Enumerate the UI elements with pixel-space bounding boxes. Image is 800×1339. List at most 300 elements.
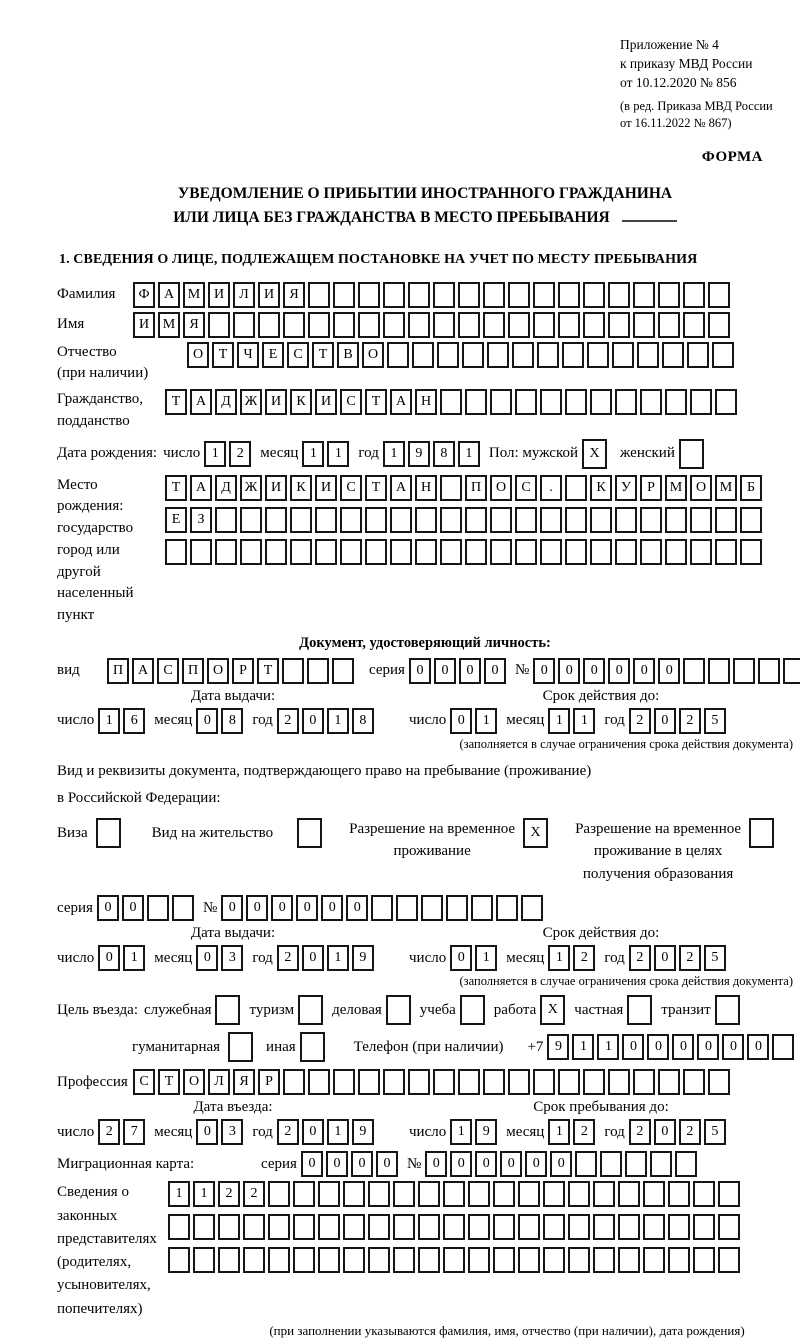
char-box[interactable] [508, 312, 530, 338]
char-box[interactable]: А [158, 282, 180, 308]
char-box[interactable] [512, 342, 534, 368]
char-box[interactable] [340, 539, 362, 565]
char-box[interactable] [368, 1214, 390, 1240]
char-box[interactable] [390, 539, 412, 565]
char-box[interactable] [258, 312, 280, 338]
char-box[interactable] [240, 507, 262, 533]
char-box[interactable] [675, 1151, 697, 1177]
char-box[interactable] [468, 1214, 490, 1240]
char-box[interactable] [446, 895, 468, 921]
entry-day-input[interactable] [98, 1119, 148, 1145]
char-box[interactable]: А [390, 389, 412, 415]
temp-residence-education-checkbox[interactable] [749, 818, 777, 848]
residence-series-input[interactable] [97, 895, 197, 921]
char-box[interactable] [233, 312, 255, 338]
entry-month-input[interactable] [196, 1119, 246, 1145]
char-box[interactable] [307, 658, 329, 684]
char-box[interactable]: 2 [98, 1119, 120, 1145]
char-box[interactable]: 6 [123, 708, 145, 734]
char-box[interactable] [618, 1247, 640, 1273]
char-box[interactable] [593, 1214, 615, 1240]
surname-input[interactable] [133, 282, 733, 308]
char-box[interactable] [358, 1069, 380, 1095]
char-box[interactable] [215, 995, 240, 1025]
char-box[interactable] [418, 1214, 440, 1240]
char-box[interactable]: Я [283, 282, 305, 308]
char-box[interactable]: 0 [459, 658, 481, 684]
char-box[interactable] [390, 507, 412, 533]
char-box[interactable] [565, 389, 587, 415]
char-box[interactable]: 0 [301, 1151, 323, 1177]
char-box[interactable] [290, 507, 312, 533]
char-box[interactable]: Е [165, 507, 187, 533]
char-box[interactable]: 0 [550, 1151, 572, 1177]
char-box[interactable]: З [190, 507, 212, 533]
char-box[interactable]: 0 [434, 658, 456, 684]
char-box[interactable] [715, 539, 737, 565]
char-box[interactable]: 1 [327, 441, 349, 467]
char-box[interactable]: О [490, 475, 512, 501]
char-box[interactable] [433, 312, 455, 338]
char-box[interactable] [437, 342, 459, 368]
char-box[interactable] [658, 1069, 680, 1095]
char-box[interactable] [465, 539, 487, 565]
char-box[interactable] [408, 282, 430, 308]
char-box[interactable] [772, 1034, 794, 1060]
char-box[interactable] [662, 342, 684, 368]
char-box[interactable] [396, 895, 418, 921]
purpose-business-checkbox[interactable] [386, 995, 414, 1025]
char-box[interactable]: Л [208, 1069, 230, 1095]
char-box[interactable]: 1 [450, 1119, 472, 1145]
char-box[interactable] [618, 1214, 640, 1240]
char-box[interactable] [643, 1247, 665, 1273]
char-box[interactable]: Ф [133, 282, 155, 308]
char-box[interactable]: 9 [352, 945, 374, 971]
char-box[interactable]: 2 [679, 708, 701, 734]
char-box[interactable] [518, 1247, 540, 1273]
char-box[interactable]: Т [365, 389, 387, 415]
char-box[interactable]: Р [232, 658, 254, 684]
char-box[interactable]: 0 [525, 1151, 547, 1177]
char-box[interactable] [460, 995, 485, 1025]
char-box[interactable] [650, 1151, 672, 1177]
char-box[interactable] [668, 1214, 690, 1240]
char-box[interactable]: 1 [204, 441, 226, 467]
char-box[interactable] [583, 312, 605, 338]
char-box[interactable] [600, 1151, 622, 1177]
purpose-work-checkbox[interactable] [540, 995, 568, 1025]
char-box[interactable]: И [265, 389, 287, 415]
char-box[interactable]: И [133, 312, 155, 338]
char-box[interactable] [240, 539, 262, 565]
char-box[interactable] [690, 389, 712, 415]
residence-issue-day-input[interactable] [98, 945, 148, 971]
char-box[interactable] [193, 1247, 215, 1273]
char-box[interactable] [333, 1069, 355, 1095]
char-box[interactable] [318, 1181, 340, 1207]
char-box[interactable] [493, 1181, 515, 1207]
char-box[interactable]: 1 [548, 1119, 570, 1145]
char-box[interactable]: 2 [679, 945, 701, 971]
char-box[interactable] [440, 475, 462, 501]
char-box[interactable]: С [287, 342, 309, 368]
purpose-official-checkbox[interactable] [215, 995, 243, 1025]
char-box[interactable]: 1 [327, 708, 349, 734]
char-box[interactable] [715, 507, 737, 533]
char-box[interactable] [568, 1214, 590, 1240]
doc-number-input[interactable] [533, 658, 800, 684]
char-box[interactable] [308, 1069, 330, 1095]
char-box[interactable] [693, 1181, 715, 1207]
char-box[interactable] [521, 895, 543, 921]
char-box[interactable] [590, 507, 612, 533]
char-box[interactable]: 0 [296, 895, 318, 921]
issue-year-input[interactable] [277, 708, 377, 734]
char-box[interactable] [493, 1214, 515, 1240]
char-box[interactable]: Б [740, 475, 762, 501]
char-box[interactable] [483, 1069, 505, 1095]
char-box[interactable] [387, 342, 409, 368]
phone-input[interactable] [547, 1034, 797, 1060]
char-box[interactable] [443, 1214, 465, 1240]
char-box[interactable] [633, 312, 655, 338]
char-box[interactable] [568, 1247, 590, 1273]
char-box[interactable]: 1 [302, 441, 324, 467]
char-box[interactable]: И [258, 282, 280, 308]
char-box[interactable]: Р [640, 475, 662, 501]
char-box[interactable]: 0 [500, 1151, 522, 1177]
char-box[interactable]: О [187, 342, 209, 368]
char-box[interactable] [465, 507, 487, 533]
char-box[interactable]: 0 [747, 1034, 769, 1060]
char-box[interactable]: 1 [475, 945, 497, 971]
residence-issue-month-input[interactable] [196, 945, 246, 971]
char-box[interactable] [615, 539, 637, 565]
char-box[interactable] [421, 895, 443, 921]
char-box[interactable]: А [190, 475, 212, 501]
birth-month-input[interactable] [302, 441, 352, 467]
char-box[interactable]: 1 [573, 708, 595, 734]
char-box[interactable]: 0 [654, 708, 676, 734]
char-box[interactable]: 0 [376, 1151, 398, 1177]
char-box[interactable] [665, 507, 687, 533]
char-box[interactable]: 0 [321, 895, 343, 921]
char-box[interactable] [383, 1069, 405, 1095]
char-box[interactable]: Т [158, 1069, 180, 1095]
char-box[interactable]: 0 [326, 1151, 348, 1177]
valid-day-input[interactable] [450, 708, 500, 734]
char-box[interactable] [318, 1247, 340, 1273]
char-box[interactable]: Ж [240, 475, 262, 501]
char-box[interactable]: 0 [450, 945, 472, 971]
residence-permit-checkbox[interactable] [297, 818, 325, 848]
char-box[interactable] [297, 818, 322, 848]
char-box[interactable]: X [582, 439, 607, 469]
char-box[interactable]: И [208, 282, 230, 308]
char-box[interactable]: Ж [240, 389, 262, 415]
char-box[interactable]: П [465, 475, 487, 501]
char-box[interactable]: 8 [352, 708, 374, 734]
char-box[interactable] [715, 995, 740, 1025]
char-box[interactable] [708, 312, 730, 338]
char-box[interactable] [740, 539, 762, 565]
char-box[interactable] [583, 282, 605, 308]
char-box[interactable] [540, 539, 562, 565]
char-box[interactable]: 1 [458, 441, 480, 467]
char-box[interactable]: 0 [351, 1151, 373, 1177]
char-box[interactable] [537, 342, 559, 368]
char-box[interactable] [418, 1247, 440, 1273]
char-box[interactable] [590, 389, 612, 415]
entry-year-input[interactable] [277, 1119, 377, 1145]
char-box[interactable] [465, 389, 487, 415]
char-box[interactable] [483, 282, 505, 308]
char-box[interactable] [333, 282, 355, 308]
char-box[interactable] [415, 507, 437, 533]
char-box[interactable]: 0 [302, 1119, 324, 1145]
char-box[interactable] [443, 1247, 465, 1273]
char-box[interactable]: Е [262, 342, 284, 368]
char-box[interactable] [543, 1181, 565, 1207]
char-box[interactable] [193, 1214, 215, 1240]
char-box[interactable] [565, 539, 587, 565]
char-box[interactable]: И [315, 475, 337, 501]
char-box[interactable]: 0 [425, 1151, 447, 1177]
char-box[interactable] [718, 1181, 740, 1207]
char-box[interactable] [358, 282, 380, 308]
char-box[interactable] [565, 475, 587, 501]
char-box[interactable] [490, 539, 512, 565]
char-box[interactable] [487, 342, 509, 368]
char-box[interactable] [590, 539, 612, 565]
char-box[interactable]: 1 [383, 441, 405, 467]
char-box[interactable] [215, 507, 237, 533]
char-box[interactable] [308, 312, 330, 338]
char-box[interactable] [543, 1214, 565, 1240]
char-box[interactable]: 0 [658, 658, 680, 684]
char-box[interactable] [708, 658, 730, 684]
char-box[interactable]: 0 [246, 895, 268, 921]
doc-kind-input[interactable] [107, 658, 357, 684]
char-box[interactable]: 0 [475, 1151, 497, 1177]
char-box[interactable]: О [362, 342, 384, 368]
char-box[interactable] [332, 658, 354, 684]
char-box[interactable] [440, 539, 462, 565]
char-box[interactable] [408, 1069, 430, 1095]
char-box[interactable] [408, 312, 430, 338]
char-box[interactable] [440, 507, 462, 533]
char-box[interactable] [393, 1214, 415, 1240]
char-box[interactable]: 1 [548, 945, 570, 971]
char-box[interactable]: 1 [123, 945, 145, 971]
char-box[interactable] [365, 539, 387, 565]
purpose-other-checkbox[interactable] [300, 1032, 328, 1062]
char-box[interactable] [433, 282, 455, 308]
char-box[interactable]: 8 [433, 441, 455, 467]
char-box[interactable]: П [107, 658, 129, 684]
char-box[interactable] [533, 1069, 555, 1095]
char-box[interactable] [618, 1181, 640, 1207]
char-box[interactable] [612, 342, 634, 368]
char-box[interactable] [643, 1181, 665, 1207]
purpose-humanitarian-checkbox[interactable] [228, 1032, 256, 1062]
char-box[interactable] [568, 1181, 590, 1207]
char-box[interactable] [172, 895, 194, 921]
char-box[interactable] [218, 1214, 240, 1240]
char-box[interactable] [268, 1181, 290, 1207]
char-box[interactable] [665, 539, 687, 565]
char-box[interactable] [615, 507, 637, 533]
char-box[interactable] [540, 389, 562, 415]
char-box[interactable] [315, 539, 337, 565]
char-box[interactable] [783, 658, 800, 684]
char-box[interactable]: 2 [277, 708, 299, 734]
char-box[interactable]: Н [415, 389, 437, 415]
char-box[interactable] [740, 507, 762, 533]
char-box[interactable] [383, 312, 405, 338]
char-box[interactable] [443, 1181, 465, 1207]
char-box[interactable] [168, 1247, 190, 1273]
char-box[interactable]: К [290, 389, 312, 415]
char-box[interactable]: 0 [608, 658, 630, 684]
char-box[interactable]: 2 [679, 1119, 701, 1145]
purpose-tourism-checkbox[interactable] [298, 995, 326, 1025]
char-box[interactable]: 0 [622, 1034, 644, 1060]
char-box[interactable] [371, 895, 393, 921]
char-box[interactable]: X [523, 818, 548, 848]
char-box[interactable]: Т [257, 658, 279, 684]
char-box[interactable] [300, 1032, 325, 1062]
char-box[interactable] [282, 658, 304, 684]
birth-year-input[interactable] [383, 441, 483, 467]
char-box[interactable] [679, 439, 704, 469]
char-box[interactable] [393, 1181, 415, 1207]
char-box[interactable]: 0 [647, 1034, 669, 1060]
char-box[interactable]: 0 [122, 895, 144, 921]
char-box[interactable] [290, 539, 312, 565]
char-box[interactable]: 0 [697, 1034, 719, 1060]
char-box[interactable] [243, 1214, 265, 1240]
char-box[interactable]: 0 [409, 658, 431, 684]
char-box[interactable]: А [190, 389, 212, 415]
char-box[interactable] [658, 282, 680, 308]
char-box[interactable] [147, 895, 169, 921]
char-box[interactable]: М [665, 475, 687, 501]
char-box[interactable] [633, 1069, 655, 1095]
residence-number-input[interactable] [221, 895, 546, 921]
char-box[interactable]: 3 [221, 1119, 243, 1145]
char-box[interactable]: 0 [302, 708, 324, 734]
char-box[interactable]: 0 [196, 708, 218, 734]
char-box[interactable]: С [340, 389, 362, 415]
char-box[interactable]: 5 [704, 945, 726, 971]
char-box[interactable]: В [337, 342, 359, 368]
char-box[interactable]: 1 [572, 1034, 594, 1060]
char-box[interactable]: 1 [98, 708, 120, 734]
char-box[interactable] [268, 1247, 290, 1273]
char-box[interactable] [343, 1247, 365, 1273]
char-box[interactable]: Т [365, 475, 387, 501]
char-box[interactable] [562, 342, 584, 368]
char-box[interactable] [365, 507, 387, 533]
char-box[interactable] [683, 282, 705, 308]
char-box[interactable]: М [183, 282, 205, 308]
stay-year-input[interactable] [629, 1119, 729, 1145]
char-box[interactable] [333, 312, 355, 338]
char-box[interactable]: 0 [271, 895, 293, 921]
firstname-input[interactable] [133, 312, 733, 338]
char-box[interactable]: 2 [629, 708, 651, 734]
char-box[interactable] [368, 1181, 390, 1207]
char-box[interactable]: С [157, 658, 179, 684]
char-box[interactable] [583, 1069, 605, 1095]
char-box[interactable] [687, 342, 709, 368]
char-box[interactable] [608, 282, 630, 308]
char-box[interactable] [308, 282, 330, 308]
char-box[interactable]: 9 [475, 1119, 497, 1145]
char-box[interactable]: 0 [346, 895, 368, 921]
char-box[interactable]: 0 [450, 1151, 472, 1177]
char-box[interactable]: 2 [573, 1119, 595, 1145]
char-box[interactable] [393, 1247, 415, 1273]
char-box[interactable]: Я [233, 1069, 255, 1095]
char-box[interactable]: 0 [654, 1119, 676, 1145]
char-box[interactable]: 0 [221, 895, 243, 921]
char-box[interactable]: 5 [704, 1119, 726, 1145]
char-box[interactable] [440, 389, 462, 415]
char-box[interactable] [593, 1247, 615, 1273]
char-box[interactable]: 2 [218, 1181, 240, 1207]
char-box[interactable] [283, 312, 305, 338]
char-box[interactable] [458, 312, 480, 338]
char-box[interactable] [383, 282, 405, 308]
char-box[interactable] [633, 282, 655, 308]
patronymic-input[interactable] [187, 342, 737, 368]
char-box[interactable]: 0 [196, 1119, 218, 1145]
char-box[interactable] [683, 312, 705, 338]
char-box[interactable]: С [340, 475, 362, 501]
residence-valid-day-input[interactable] [450, 945, 500, 971]
char-box[interactable]: 0 [302, 945, 324, 971]
char-box[interactable] [343, 1214, 365, 1240]
char-box[interactable]: 1 [597, 1034, 619, 1060]
issue-day-input[interactable] [98, 708, 148, 734]
char-box[interactable] [471, 895, 493, 921]
char-box[interactable] [712, 342, 734, 368]
char-box[interactable] [749, 818, 774, 848]
char-box[interactable] [658, 312, 680, 338]
char-box[interactable] [640, 389, 662, 415]
char-box[interactable]: О [690, 475, 712, 501]
char-box[interactable] [386, 995, 411, 1025]
char-box[interactable] [733, 658, 755, 684]
char-box[interactable]: 0 [654, 945, 676, 971]
char-box[interactable]: Н [415, 475, 437, 501]
char-box[interactable]: Т [312, 342, 334, 368]
char-box[interactable] [640, 507, 662, 533]
char-box[interactable]: 2 [629, 945, 651, 971]
char-box[interactable]: 8 [221, 708, 243, 734]
char-box[interactable] [708, 1069, 730, 1095]
char-box[interactable] [515, 539, 537, 565]
purpose-study-checkbox[interactable] [460, 995, 488, 1025]
citizenship-input[interactable] [165, 389, 740, 415]
representatives-input-row3[interactable] [168, 1247, 743, 1273]
char-box[interactable] [298, 995, 323, 1025]
temp-residence-checkbox[interactable] [523, 818, 551, 848]
char-box[interactable] [683, 1069, 705, 1095]
